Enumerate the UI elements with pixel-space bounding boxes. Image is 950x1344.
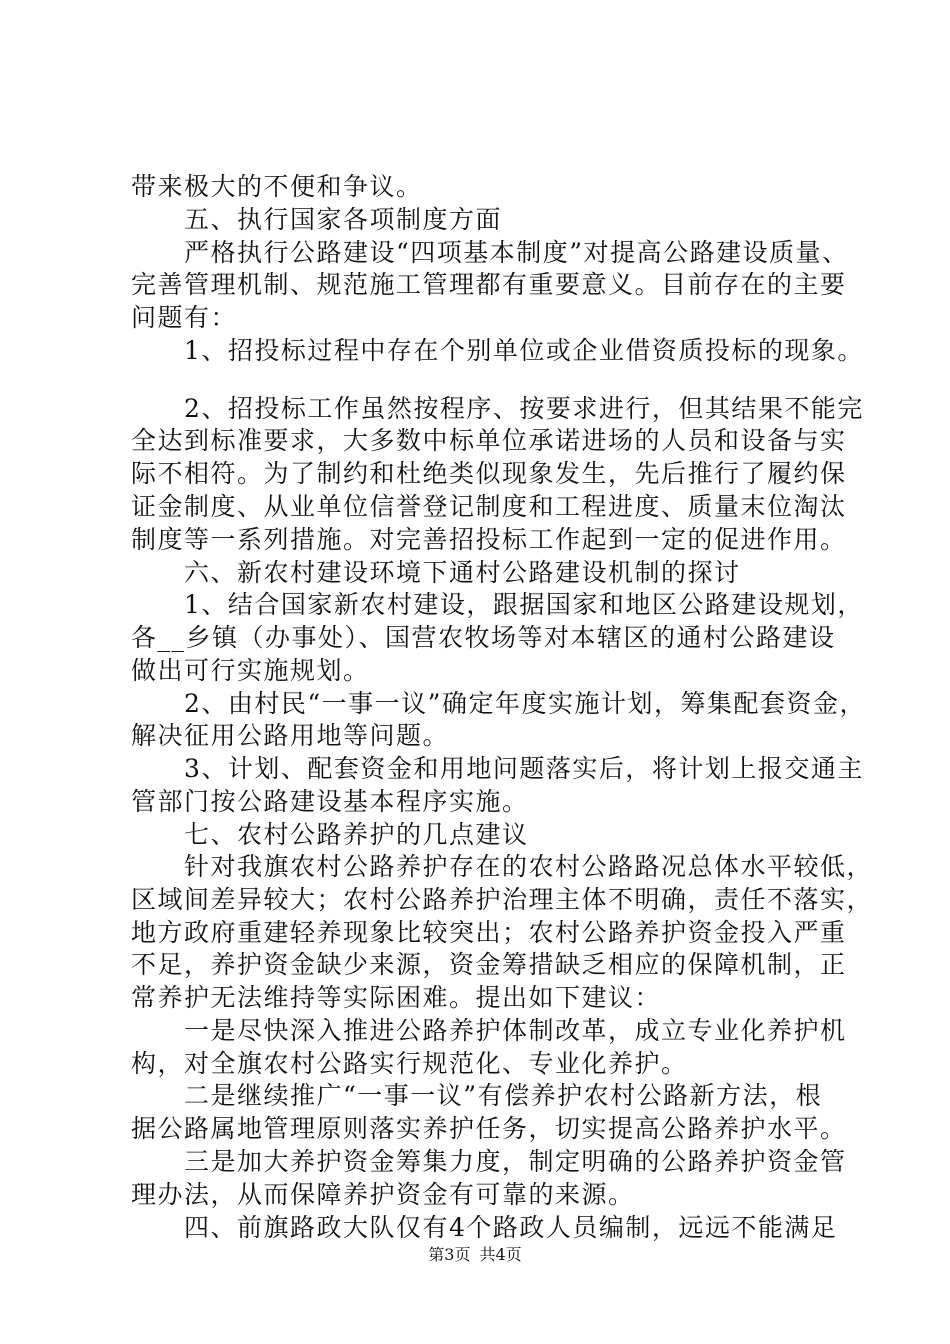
text-line: 据公路属地管理原则落实养护任务，切实提高公路养护水平。 — [131, 1114, 847, 1143]
text-line: 构，对全旗农村公路实行规范化、专业化养护。 — [131, 1049, 688, 1078]
text-line: 理办法，从而保障养护资金有可靠的来源。 — [131, 1180, 635, 1209]
text-line: 全达到标准要求，大多数中标单位承诺进场的人员和设备与实 — [131, 426, 847, 455]
text-line: 完善管理机制、规范施工管理都有重要意义。目前存在的主要 — [131, 270, 847, 299]
text-line: 一是尽快深入推进公路养护体制改革，成立专业化养护机 — [131, 1016, 847, 1045]
section-heading: 七、农村公路养护的几点建议 — [131, 820, 529, 849]
text-line: 三是加大养护资金筹集力度，制定明确的公路养护资金管 — [131, 1147, 847, 1176]
page-footer — [0, 1245, 950, 1265]
text-line: 带来极大的不便和争议。 — [131, 172, 423, 201]
text-line: 证金制度、从业单位信誉登记制度和工程进度、质量末位淘汰 — [131, 492, 847, 521]
text-line: 际不相符。为了制约和杜绝类似现象发生，先后推行了履约保 — [131, 459, 847, 488]
text-line: 管部门按公路建设基本程序实施。 — [131, 787, 529, 816]
text-line: 常养护无法维持等实际困难。提出如下建议： — [131, 983, 662, 1012]
section-heading: 五、执行国家各项制度方面 — [131, 205, 503, 234]
text-line: 1、招投标过程中存在个别单位或企业借资质投标的现象。 — [131, 336, 864, 365]
text-line: 不足，养护资金缺少来源，资金筹措缺乏相应的保障机制，正 — [131, 950, 847, 979]
text-line: 二是继续推广“一事一议”有偿养护农村公路新方法，根 — [131, 1081, 823, 1110]
text-line: 做出可行实施规划。 — [131, 656, 370, 685]
text-line: 制度等一系列措施。对完善招投标工作起到一定的促进作用。 — [131, 525, 847, 554]
text-line: 严格执行公路建设“四项基本制度”对提高公路建设质量、 — [131, 238, 849, 267]
text-line: 问题有： — [131, 303, 238, 332]
text-line: 各__乡镇（办事处）、国营农牧场等对本辖区的通村公路建设 — [131, 623, 836, 652]
text-line: 3、计划、配套资金和用地问题落实后，将计划上报交通主 — [131, 754, 864, 783]
text-line: 1、结合国家新农村建设，跟据国家和地区公路建设规划， — [131, 590, 864, 619]
page-total: 共4页 — [479, 1245, 522, 1264]
page-number: 第3页 — [428, 1245, 471, 1264]
section-heading: 六、新农村建设环境下通村公路建设机制的探讨 — [131, 558, 741, 587]
text-line: 地方政府重建轻养现象比较突出；农村公路养护资金投入严重 — [131, 918, 847, 947]
text-line: 四、前旗路政大队仅有4个路政人员编制，远远不能满足 — [131, 1213, 838, 1242]
text-line: 解决征用公路用地等问题。 — [131, 721, 450, 750]
text-line: 2、由村民“一事一议”确定年度实施计划，筹集配套资金， — [131, 689, 866, 718]
text-line: 针对我旗农村公路养护存在的农村公路路况总体水平较低， — [131, 852, 874, 881]
text-line: 2、招投标工作虽然按程序、按要求进行，但其结果不能完 — [131, 394, 864, 423]
text-line: 区域间差异较大；农村公路养护治理主体不明确，责任不落实， — [131, 885, 874, 914]
